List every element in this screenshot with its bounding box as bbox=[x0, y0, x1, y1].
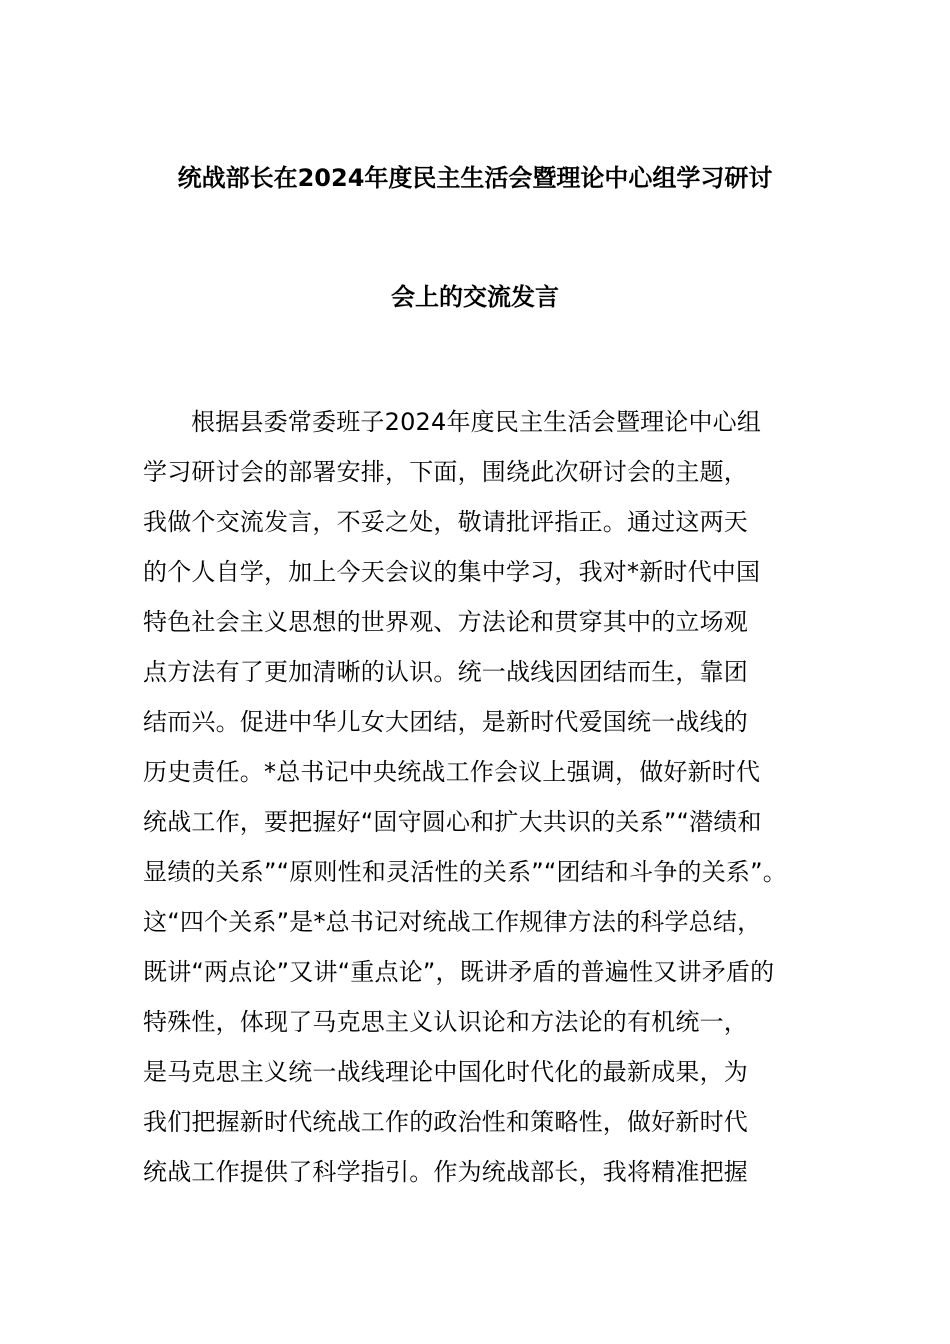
body-line: 根据县委常委班子2024年度民主生活会暨理论中心组 bbox=[191, 408, 762, 436]
body-line: 结而兴。促进中华儿女大团结，是新时代爱国统一战线的 bbox=[143, 708, 748, 736]
body-line: 我们把握新时代统战工作的政治性和策略性，做好新时代 bbox=[143, 1108, 748, 1136]
document-title-line-1: 统战部长在2024年度民主生活会暨理论中心组学习研讨 bbox=[177, 164, 773, 192]
body-line: 统战工作，要把握好“固守圆心和扩大共识的关系”“潜绩和 bbox=[143, 808, 762, 836]
body-line: 特色社会主义思想的世界观、方法论和贯穿其中的立场观 bbox=[143, 608, 748, 636]
document-title-line-2: 会上的交流发言 bbox=[391, 283, 559, 311]
body-line: 我做个交流发言，不妥之处，敬请批评指正。通过这两天 bbox=[143, 508, 748, 536]
body-line: 的个人自学，加上今天会议的集中学习，我对*新时代中国 bbox=[143, 558, 761, 586]
body-line: 点方法有了更加清晰的认识。统一战线因团结而生，靠团 bbox=[143, 658, 748, 686]
body-line: 学习研讨会的部署安排，下面，围绕此次研讨会的主题， bbox=[143, 458, 748, 486]
body-line: 统战工作提供了科学指引。作为统战部长，我将精准把握 bbox=[143, 1158, 748, 1186]
body-line: 历史责任。*总书记中央统战工作会议上强调，做好新时代 bbox=[143, 758, 761, 786]
body-line: 显绩的关系”“原则性和灵活性的关系”“团结和斗争的关系”。 bbox=[143, 858, 787, 886]
body-line: 这“四个关系”是*总书记对统战工作规律方法的科学总结， bbox=[143, 908, 762, 936]
body-paragraph bbox=[143, 402, 823, 1202]
body-line: 特殊性，体现了马克思主义认识论和方法论的有机统一， bbox=[143, 1008, 748, 1036]
body-line: 是马克思主义统一战线理论中国化时代化的最新成果，为 bbox=[143, 1058, 748, 1086]
body-line: 既讲“两点论”又讲“重点论”，既讲矛盾的普遍性又讲矛盾的 bbox=[143, 958, 775, 986]
